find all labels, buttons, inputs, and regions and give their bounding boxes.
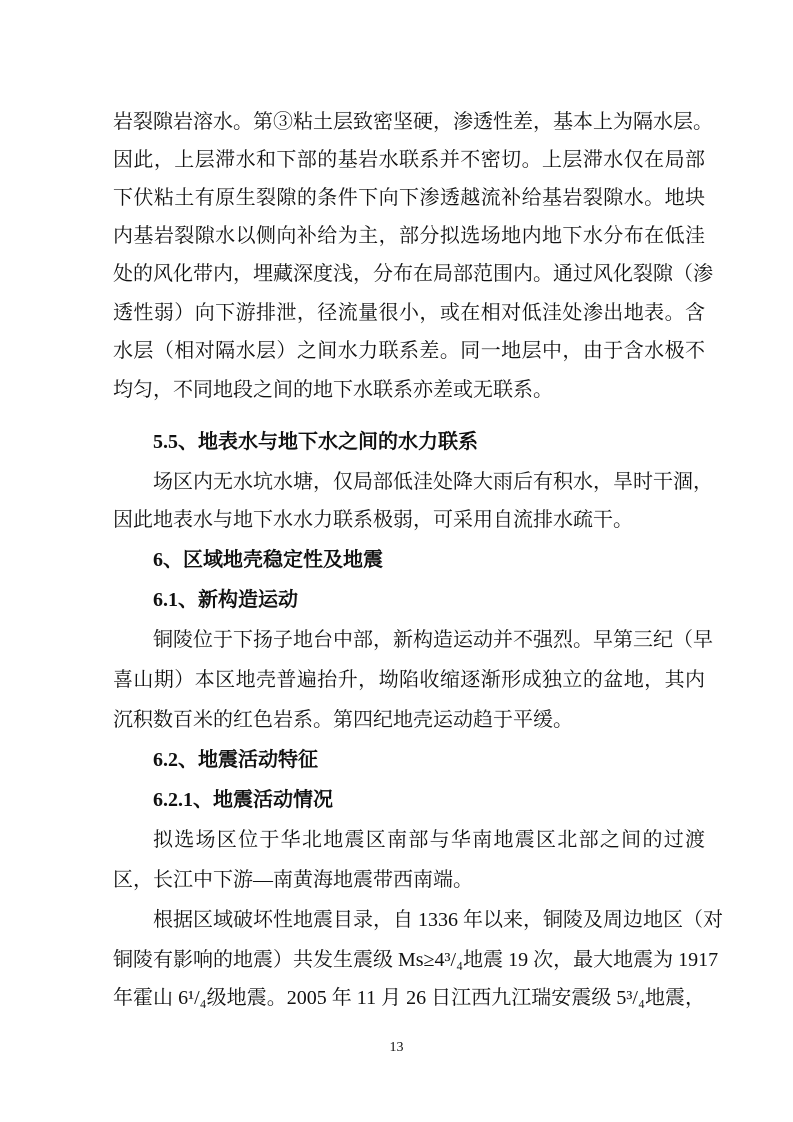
page-number: 13 [389, 1040, 404, 1055]
paragraph-line: 均匀，不同地段之间的地下水联系亦差或无联系。 [113, 379, 553, 401]
paragraph-line: 拟选场区位于华北地震区南部与华南地震区北部之间的过渡 [153, 829, 705, 851]
section-heading-6-1: 6.1、新构造运动 [153, 589, 298, 611]
paragraph-line: 根据区域破坏性地震目录，自 1336 年以来，铜陵及周边地区（对 [153, 909, 723, 931]
section-heading-6-2-1: 6.2.1、地震活动情况 [153, 789, 333, 811]
paragraph-line: 年霍山 6¹/₄级地震。2005 年 11 月 26 日江西九江瑞安震级 5³/₄地震， [113, 987, 705, 1009]
paragraph-line: 因此地表水与地下水水力联系极弱，可采用自流排水疏干。 [113, 509, 633, 531]
paragraph-line: 下伏粘土有原生裂隙的条件下向下渗透越流补给基岩裂隙水。地块 [113, 187, 705, 209]
paragraph-line: 喜山期）本区地壳普遍抬升，坳陷收缩逐渐形成独立的盆地，其内 [113, 669, 705, 691]
paragraph-line: 区，长江中下游—南黄海地震带西南端。 [113, 869, 473, 891]
paragraph-line: 透性弱）向下游排泄，径流量很小，或在相对低洼处渗出地表。含 [113, 302, 705, 324]
section-heading-6: 6、区域地壳稳定性及地震 [153, 549, 383, 571]
section-heading-5-5: 5.5、地表水与地下水之间的水力联系 [153, 431, 478, 453]
paragraph-line: 因此，上层滞水和下部的基岩水联系并不密切。上层滞水仅在局部 [113, 149, 705, 171]
paragraph-line: 内基岩裂隙水以侧向补给为主，部分拟选场地内地下水分布在低洼 [113, 225, 705, 247]
paragraph-line: 处的风化带内，埋藏深度浅，分布在局部范围内。通过风化裂隙（渗 [113, 263, 713, 285]
paragraph-line: 铜陵位于下扬子地台中部，新构造运动并不强烈。早第三纪（早 [153, 629, 713, 651]
paragraph-line: 岩裂隙岩溶水。第③粘土层致密坚硬，渗透性差，基本上为隔水层。 [113, 111, 713, 133]
paragraph-line: 场区内无水坑水塘，仅局部低洼处降大雨后有积水，旱时干涸， [153, 471, 713, 493]
paragraph-line: 沉积数百米的红色岩系。第四纪地壳运动趋于平缓。 [113, 709, 573, 731]
paragraph-line: 铜陵有影响的地震）共发生震级 Ms≥4³/₄地震 19 次，最大地震为 1917 [113, 949, 719, 971]
paragraph-line: 水层（相对隔水层）之间水力联系差。同一地层中，由于含水极不 [113, 340, 705, 362]
section-heading-6-2: 6.2、地震活动特征 [153, 749, 318, 771]
